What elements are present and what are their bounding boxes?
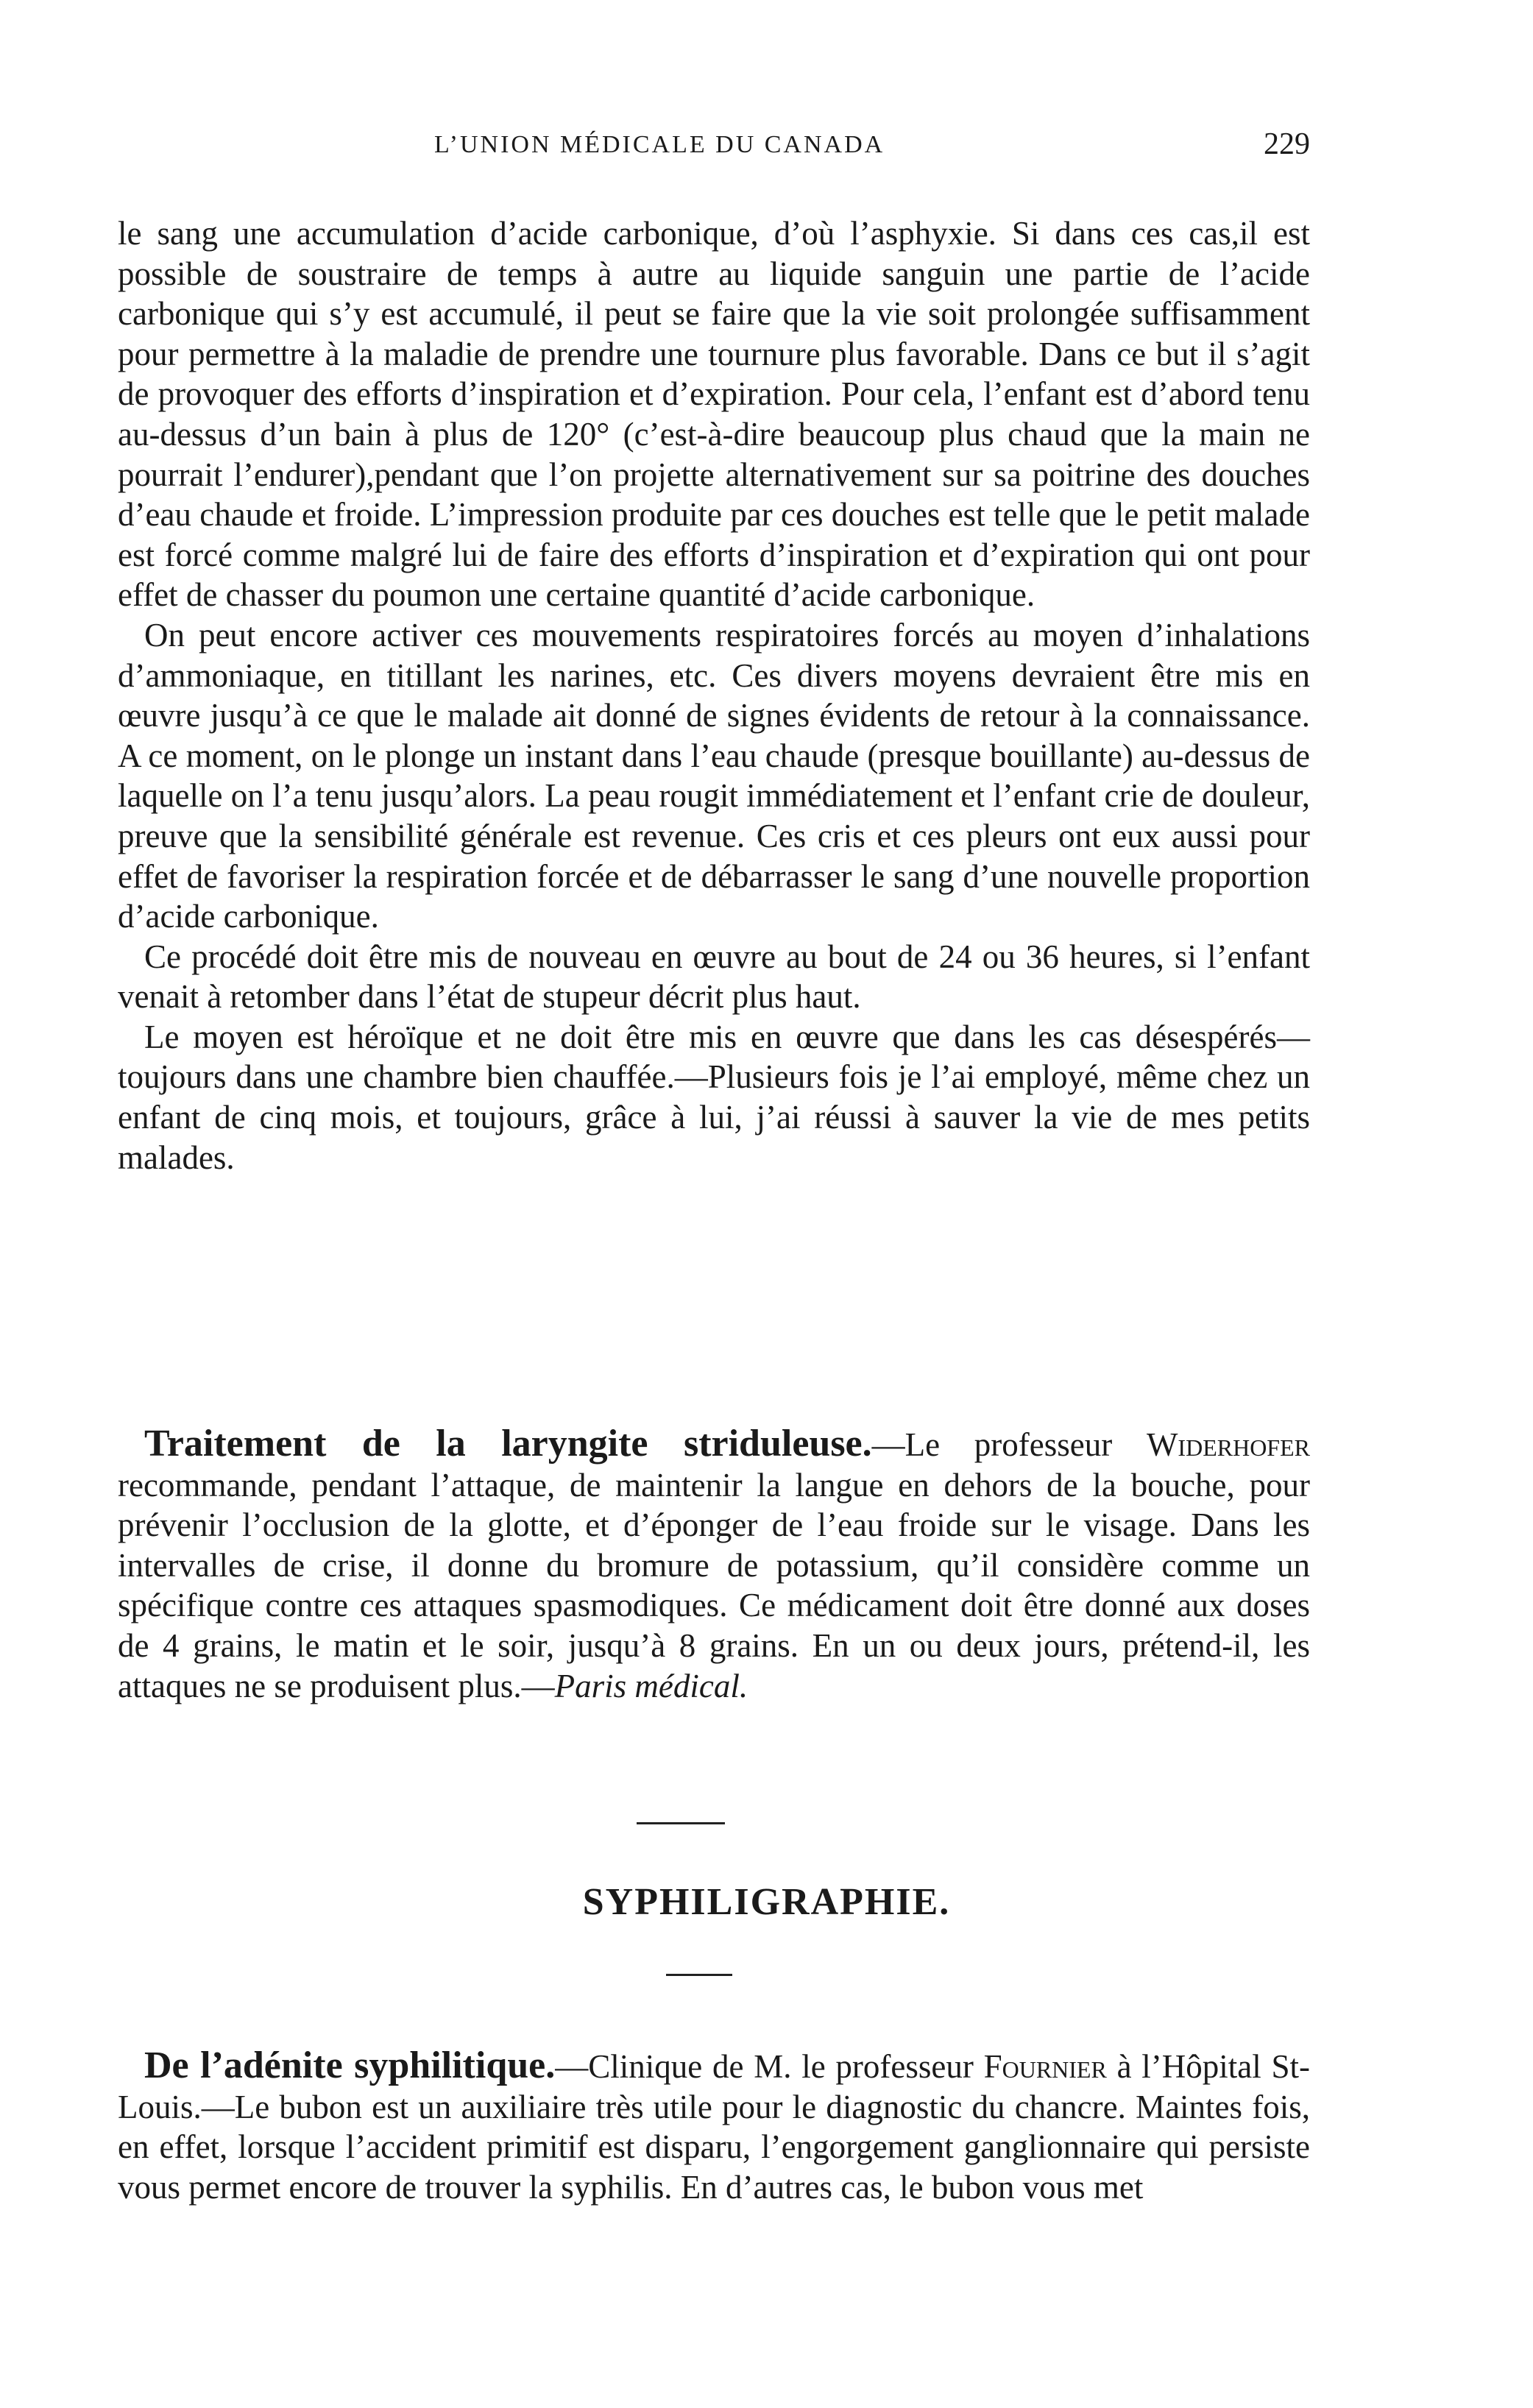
separator-rule [637,1822,725,1824]
article-heading: De l’adénite syphilitique. [144,2044,556,2086]
page-number: 229 [1264,127,1310,161]
article-text: —Clinique de M. le professeur [555,2048,984,2085]
paragraph [118,1424,1310,1706]
paragraph: le sang une accumulation d’acide carbonique, d’où l’asphyxie. Si dans ces cas,il est possible de soustraire de temps à autre au liquide sanguin une partie de l’acide carbonique qui s’y est accumulé, il peut se faire que la vie soit prolongée suffisamment pour permettre à la maladie de prendre une tournure plus favorable. Dans ce but il s’agit de provoquer des efforts d’inspiration et d’expiration. Pour cela, l’enfant est d’abord tenu au-dessus d’un bain à plus de 120° (c’est-à-dire beaucoup plus chaud que la main ne pourrait l’endurer),pendant que l’on projette alternativement sur sa poitrine des douches d’eau chaude et froide. L’impression produite par ces douches est telle que le petit malade est forcé comme malgré lui de faire des efforts d’inspiration et d’expiration qui ont pour effet de chasser du poumon une certaine quantité d’acide carbonique. [118,215,1310,614]
article-text: à l’Hôpital St-Louis.—Le bubon est un auxiliaire très utile pour le diagnostic du chancre. Maintes fois, en effet, lorsque l’accident primitif est disparu, l’engorgement ganglionnaire qui persiste vous permet encore de trouver la syphilis. En d’autres cas, le bubon vous met [118,2048,1310,2206]
paragraph: Le moyen est héroïque et ne doit être mis en œuvre que dans les cas désespérés—toujours dans une chambre bien chauffée.—Plusieurs fois je l’ai employé, même chez un enfant de cinq mois, et toujours, grâce à lui, j’ai réussi à sauver la vie de mes petits malades. [118,1018,1310,1176]
article-text: recommande, pendant l’attaque, de maintenir la langue en dehors de la bouche, pour prévenir l’occlusion de la glotte, et d’éponger de l’eau froide sur le visage. Dans les intervalles de crise, il donne du bromure de potassium, qu’il considère comme un spécifique contre ces attaques spasmodiques. Ce médicament doit être donné aux doses de 4 grains, le matin et le soir, jusqu’à 8 grains. En un ou deux jours, prétend-il, les attaques ne se produisent plus.— [118,1466,1310,1704]
article-heading: Traitement de la laryngite striduleuse. [144,1423,872,1465]
article-text: —Le professeur [871,1426,1147,1463]
article-laryngite [118,1424,1310,1706]
paragraph: On peut encore activer ces mouvements respiratoires forcés au moyen d’inhalations d’ammoniaque, en titillant les narines, etc. Ces divers moyens devraient être mis en œuvre jusqu’à ce que le malade ait donné de signes évidents de retour à la connaissance. A ce moment, on le plonge un instant dans l’eau chaude (presque bouillante) au-dessus de laquelle on l’a tenu jusqu’alors. La peau rougit immédiatement et l’enfant crie de douleur, preuve que la sensibilité générale est revenue. Ces cris et ces pleurs ont eux aussi pour effet de favoriser la respiration forcée et de débarrasser le sang d’une nouvelle proportion d’acide carbonique. [118,616,1310,935]
source-citation: Paris médical. [554,1667,748,1704]
paragraph: Ce procédé doit être mis de nouveau en œuvre au bout de 24 ou 36 heures, si l’enfant venait à retomber dans l’état de stupeur décrit plus haut. [118,938,1310,1016]
separator-rule [666,1974,732,1976]
running-title: L’UNION MÉDICALE DU CANADA [434,131,885,158]
paragraph [118,2046,1310,2207]
running-header [118,127,1310,175]
article-continuation [118,213,1310,1178]
article-adenite [118,2046,1310,2207]
author-name: Widerhofer [1146,1426,1310,1463]
section-heading: SYPHILIGRAPHIE. [582,1881,951,1923]
author-name: Fournier [983,2048,1107,2085]
